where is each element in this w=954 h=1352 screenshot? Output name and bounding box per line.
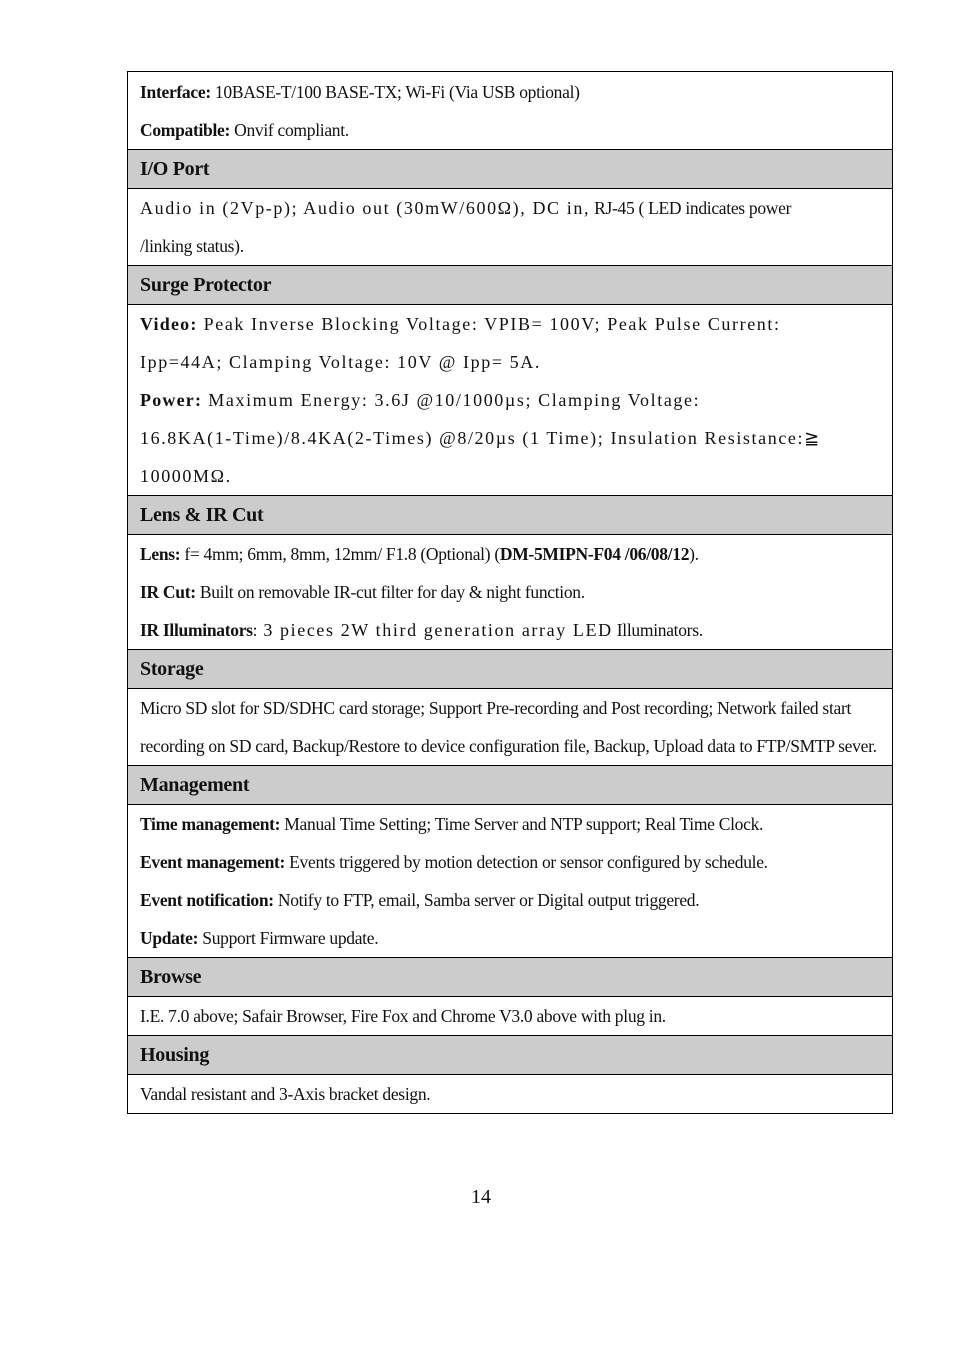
housing-cell	[128, 1075, 893, 1114]
surge-power-line-3: 10000MΩ.	[140, 466, 232, 486]
surge-video-line-1	[140, 305, 880, 343]
spec-table	[127, 71, 893, 1114]
surge-video-label: Video:	[140, 314, 198, 334]
ir-illuminators-line	[140, 611, 880, 649]
section-title-housing: Housing	[128, 1036, 893, 1075]
ircut-value: Built on removable IR-cut filter for day & night function.	[195, 582, 585, 602]
ir-illuminators-end: Illuminators.	[612, 620, 703, 640]
lens-label: Lens:	[140, 544, 181, 564]
ir-illuminators-value: 3 pieces 2W third generation array LED	[257, 620, 613, 640]
surge-video-value: Peak Inverse Blocking Voltage: VPIB= 100V; Peak Pulse Current:	[197, 314, 781, 334]
storage-cell	[128, 689, 893, 766]
browse-cell	[128, 997, 893, 1036]
io-port-rj45: RJ-45 ( LED indicates power	[590, 198, 792, 218]
interface-label: Interface:	[140, 82, 211, 102]
lens-cell	[128, 535, 893, 650]
update-line	[140, 919, 880, 957]
table-row	[128, 1036, 893, 1075]
section-title-lens: Lens & IR Cut	[128, 496, 893, 535]
ir-illuminators-label: IR Illuminators	[140, 620, 253, 640]
ircut-label: IR Cut:	[140, 582, 196, 602]
ir-illuminators-colon: :	[252, 620, 258, 640]
surge-cell	[128, 305, 893, 496]
table-row	[128, 650, 893, 689]
table-row	[128, 305, 893, 496]
event-notification-label: Event notification:	[140, 890, 274, 910]
table-row	[128, 266, 893, 305]
update-value: Support Firmware update.	[198, 928, 379, 948]
table-row	[128, 805, 893, 958]
interface-line	[140, 73, 880, 111]
lens-value: f= 4mm; 6mm, 8mm, 12mm/ F1.8 (Optional) (	[180, 544, 500, 564]
io-port-cell	[128, 189, 893, 266]
section-title-management: Management	[128, 766, 893, 805]
surge-power-label: Power:	[140, 390, 203, 410]
table-row	[128, 766, 893, 805]
table-row	[128, 189, 893, 266]
io-port-audio: Audio in (2Vp-p); Audio out (30mW/600Ω), DC in,	[140, 198, 591, 218]
browse-text: I.E. 7.0 above; Safair Browser, Fire Fox and Chrome V3.0 above with plug in.	[140, 1006, 666, 1026]
surge-power-line-2: 16.8KA(1-Time)/8.4KA(2-Times) @8/20µs (1 Time); Insulation Resistance:≧	[140, 428, 821, 448]
time-management-value: Manual Time Setting; Time Server and NTP support; Real Time Clock.	[280, 814, 764, 834]
ircut-line	[140, 573, 880, 611]
management-cell	[128, 805, 893, 958]
io-port-line-2: /linking status).	[140, 236, 244, 256]
section-title-browse: Browse	[128, 958, 893, 997]
compatible-line	[140, 111, 880, 149]
io-port-line-1	[140, 189, 880, 227]
page-number: 14	[471, 1186, 491, 1208]
surge-power-value: Maximum Energy: 3.6J @10/1000µs; Clamping Voltage:	[202, 390, 701, 410]
lens-end: ).	[689, 544, 699, 564]
table-row	[128, 150, 893, 189]
section-title-io-port: I/O Port	[128, 150, 893, 189]
housing-text: Vandal resistant and 3-Axis bracket design.	[140, 1084, 431, 1104]
table-row	[128, 958, 893, 997]
network-cell	[128, 72, 893, 150]
surge-power-line-1	[140, 381, 880, 419]
interface-value: 10BASE-T/100 BASE-TX; Wi-Fi (Via USB optional)	[210, 82, 580, 102]
table-row	[128, 535, 893, 650]
table-row	[128, 689, 893, 766]
table-row	[128, 72, 893, 150]
event-management-value: Events triggered by motion detection or sensor configured by schedule.	[285, 852, 768, 872]
time-management-line	[140, 805, 880, 843]
event-notification-value: Notify to FTP, email, Samba server or Digital output triggered.	[273, 890, 700, 910]
lens-line	[140, 535, 880, 573]
event-notification-line	[140, 881, 880, 919]
table-row	[128, 997, 893, 1036]
lens-model: DM-5MIPN-F04 /06/08/12	[499, 544, 690, 564]
table-row	[128, 496, 893, 535]
update-label: Update:	[140, 928, 199, 948]
event-management-line	[140, 843, 880, 881]
table-row	[128, 1075, 893, 1114]
section-title-storage: Storage	[128, 650, 893, 689]
surge-video-line-2: Ipp=44A; Clamping Voltage: 10V @ Ipp= 5A.	[140, 352, 541, 372]
storage-text: Micro SD slot for SD/SDHC card storage; Support Pre-recording and Post recording; Network failed start recording on SD card, Backup/Restore to device configuration file, Backup, Upload data to FTP/SMTP sever.	[140, 698, 877, 756]
compatible-label: Compatible:	[140, 120, 231, 140]
event-management-label: Event management:	[140, 852, 286, 872]
compatible-value: Onvif compliant.	[230, 120, 349, 140]
section-title-surge: Surge Protector	[128, 266, 893, 305]
time-management-label: Time management:	[140, 814, 281, 834]
